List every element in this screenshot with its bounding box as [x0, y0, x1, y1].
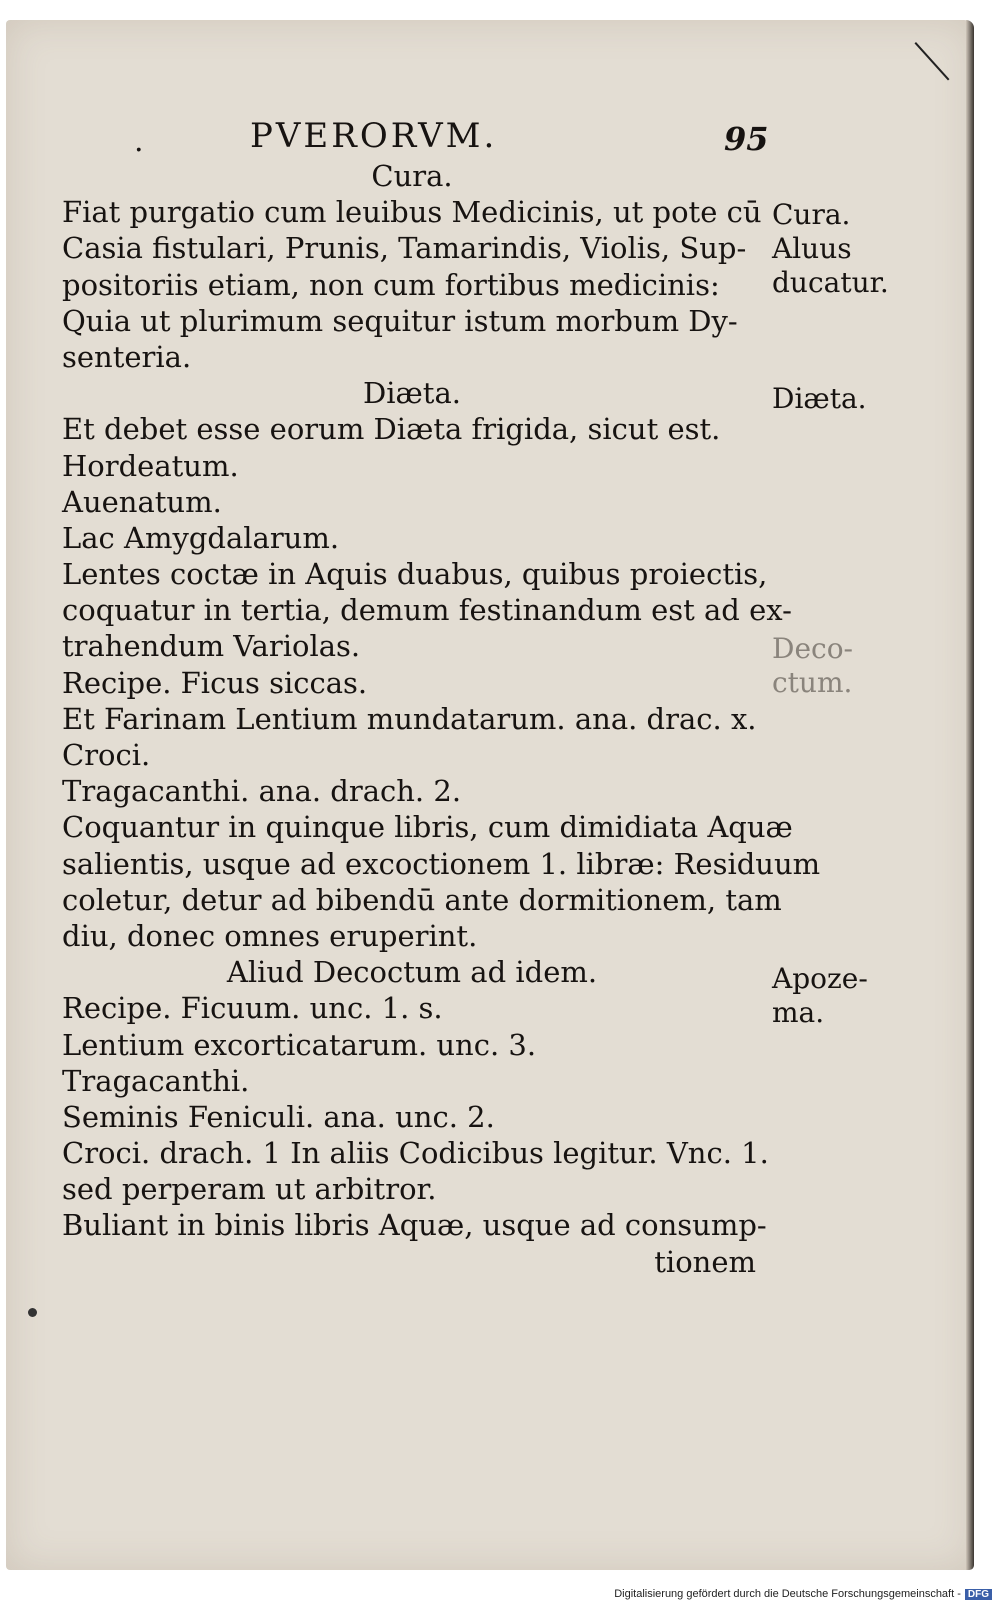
credit-text: Digitalisierung gefördert durch die Deutsche Forschungsgemeinschaft - — [614, 1588, 961, 1600]
section-heading-aliud: Aliud Decoctum ad idem. — [226, 955, 598, 990]
text-line: Seminis Feniculi. ana. unc. 2. — [62, 1099, 495, 1134]
text-line: Auenatum. — [62, 484, 222, 519]
section-heading-diaeta: Diæta. — [363, 376, 461, 411]
book-page — [6, 20, 974, 1570]
text-line: Buliant in binis libris Aquæ, usque ad consump- — [62, 1208, 767, 1243]
text-line: Coquantur in quinque libris, cum dimidiata Aquæ — [62, 810, 793, 845]
text-line: Lentium excorticatarum. unc. 3. — [62, 1027, 537, 1062]
margin-note-ctum: ctum. — [772, 666, 853, 699]
margin-note-ma: ma. — [772, 996, 825, 1029]
running-title: PVERORVM. — [250, 116, 498, 156]
text-line: Croci. drach. 1 In aliis Codicibus legitur. Vnc. 1. — [62, 1136, 769, 1171]
section-heading-cura: Cura. — [371, 159, 453, 193]
text-line: sed perperam ut arbitror. — [62, 1172, 437, 1207]
margin-note-ducatur: ducatur. — [772, 266, 889, 299]
corner-fold — [915, 42, 950, 80]
text-line: Fiat purgatio cum leuibus Medicinis, ut pote cū — [62, 195, 762, 230]
text-line: salientis, usque ad excoctionem 1. libræ: Residuum — [62, 846, 821, 881]
text-line: Hordeatum. — [62, 448, 239, 483]
margin-note-apoze: Apoze- — [772, 962, 868, 995]
text-line: Et debet esse eorum Diæta frigida, sicut est. — [62, 412, 721, 447]
margin-note-aluus: Aluus — [772, 232, 852, 265]
text-line: Recipe. Ficuum. unc. 1. s. — [62, 991, 443, 1026]
catchword: tionem — [654, 1244, 756, 1279]
dfg-logo: DFG — [965, 1589, 992, 1600]
text-line: Tragacanthi. ana. drach. 2. — [62, 774, 462, 809]
digitization-credit — [614, 1588, 992, 1600]
header-dot: . — [134, 124, 144, 159]
text-line: Recipe. Ficus siccas. — [62, 665, 368, 700]
text-line: Et Farinam Lentium mundatarum. ana. drac. x. — [62, 701, 757, 736]
text-line: coletur, detur ad bibendū ante dormitionem, tam — [62, 882, 782, 917]
text-line: trahendum Variolas. — [62, 629, 361, 664]
margin-note-cura: Cura. — [772, 198, 851, 231]
margin-note-diaeta: Diæta. — [772, 382, 867, 415]
text-line: Lac Amygdalarum. — [62, 520, 340, 555]
text-line: coquatur in tertia, demum festinandum est ad ex- — [62, 593, 792, 628]
text-line: positoriis etiam, non cum fortibus medicinis: — [62, 267, 720, 302]
text-line: Quia ut plurimum sequitur istum morbum Dy- — [62, 303, 738, 338]
text-line: diu, donec omnes eruperint. — [62, 918, 478, 953]
text-line: Croci. — [62, 738, 151, 772]
text-line: senteria. — [62, 339, 192, 374]
text-line: Casia fistulari, Prunis, Tamarindis, Violis, Sup- — [62, 231, 747, 266]
text-line: Lentes coctæ in Aquis duabus, quibus proiectis, — [62, 557, 768, 592]
ink-spot — [28, 1308, 37, 1317]
page-number: 95 — [724, 120, 769, 158]
page-edge — [966, 20, 974, 1570]
margin-note-deco: Deco- — [772, 632, 854, 665]
text-line: Tragacanthi. — [62, 1063, 250, 1098]
